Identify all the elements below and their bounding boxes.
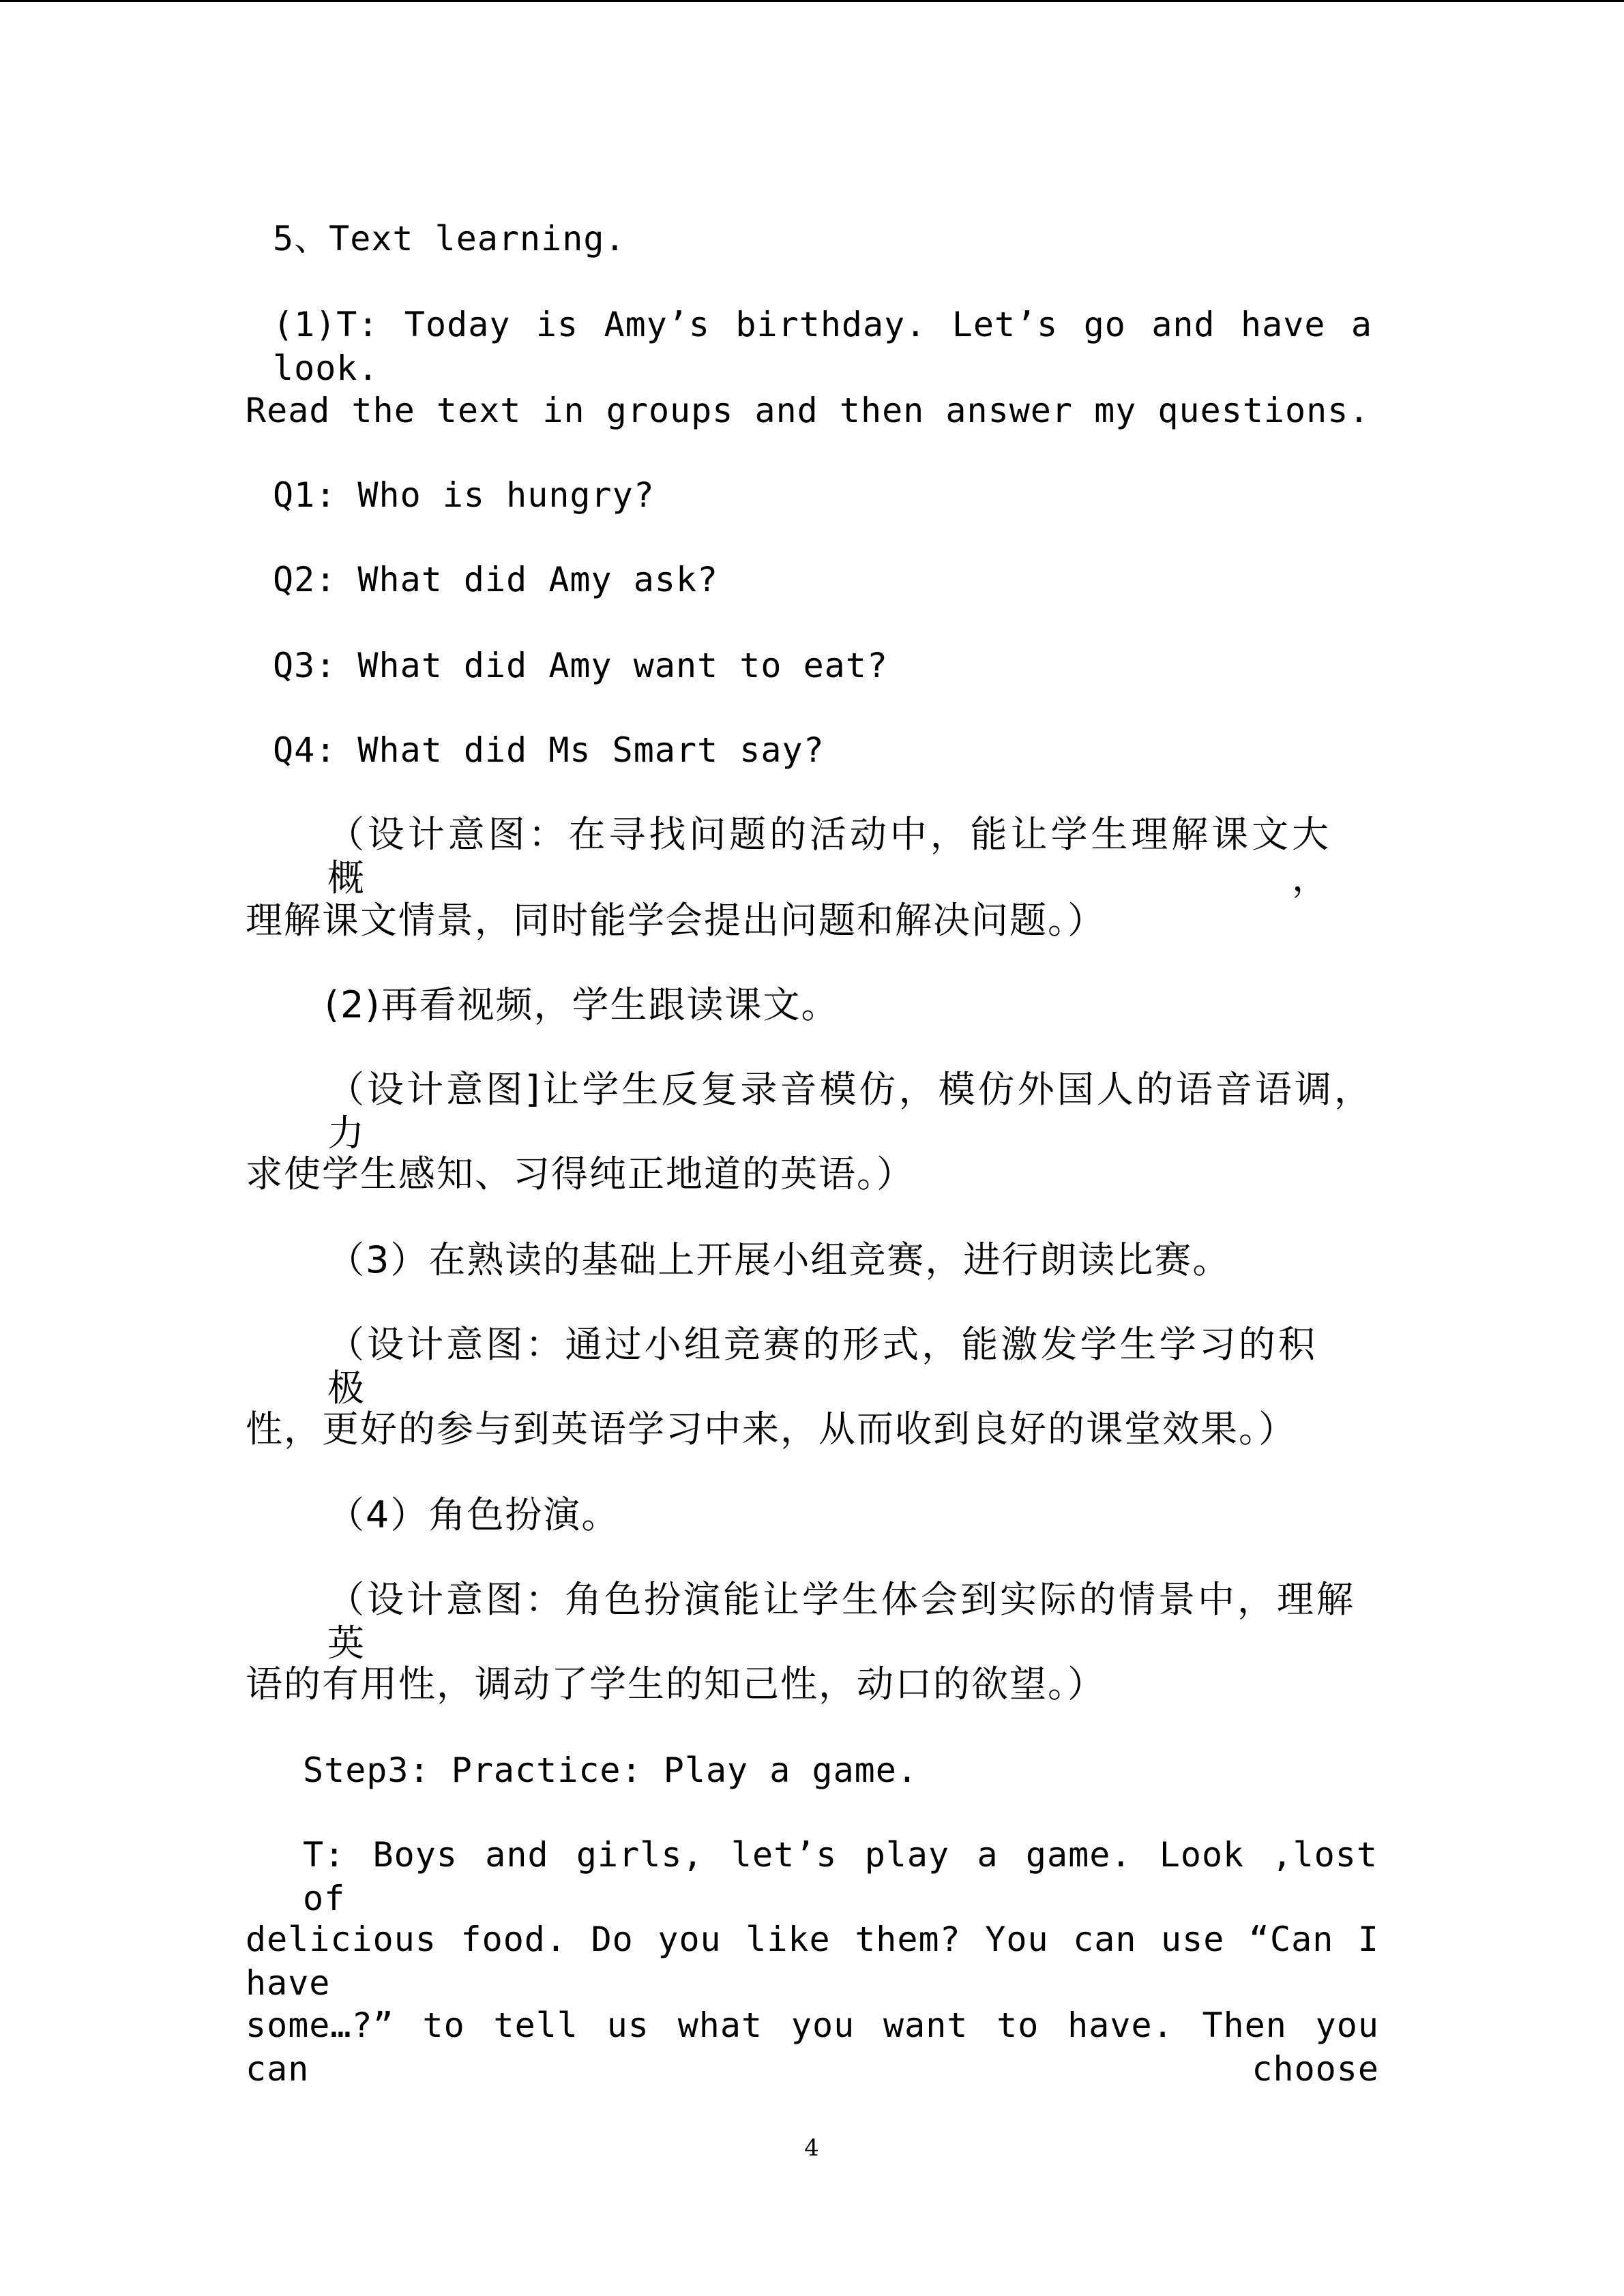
design-intent-3-line-1: （设计意图：通过小组竞赛的形式，能激发学生学习的积极: [327, 1323, 1316, 1410]
step-3-group-competition: （3）在熟读的基础上开展小组竞赛，进行朗读比赛。: [327, 1238, 1231, 1281]
step-2-watch-video: (2)再看视频，学生跟读课文。: [325, 983, 840, 1026]
question-q3: Q3: What did Amy want to eat?: [273, 646, 888, 685]
design-intent-1-line-2: 理解课文情景，同时能学会提出问题和解决问题。）: [246, 899, 1106, 942]
practice-heading: Step3: Practice: Play a game.: [303, 1750, 918, 1790]
design-intent-4-line-1: （设计意图：角色扮演能让学生体会到实际的情景中，理解英: [327, 1578, 1355, 1665]
paragraph-line: Read the text in groups and then answer my questions.: [246, 391, 1370, 430]
page-top-border: [0, 0, 1624, 2]
design-intent-2-line-2: 求使学生感知、习得纯正地道的英语。）: [246, 1152, 915, 1195]
design-intent-1-line-1: （设计意图：在寻找问题的活动中，能让学生理解课文大概，: [327, 813, 1330, 899]
design-intent-3-line-2: 性，更好的参与到英语学习中来，从而收到良好的课堂效果。）: [246, 1407, 1297, 1450]
practice-paragraph-line-2: delicious food. Do you like them? You can use “Can I have: [246, 1920, 1379, 2003]
design-intent-4-line-2: 语的有用性，调动了学生的知己性，动口的欲望。）: [246, 1663, 1106, 1705]
section-heading-text-learning: 5、Text learning.: [273, 219, 626, 258]
question-q1: Q1: Who is hungry?: [273, 475, 655, 515]
question-q4: Q4: What did Ms Smart say?: [273, 730, 825, 770]
paragraph-line: (1)T: Today is Amy’s birthday. Let’s go and have a look.: [273, 305, 1372, 388]
design-intent-2-line-1: （设计意图]让学生反复录音模仿，模仿外国人的语音语调，力: [327, 1068, 1372, 1154]
question-q2: Q2: What did Amy ask?: [273, 560, 719, 599]
step-4-role-play: （4）角色扮演。: [327, 1493, 620, 1536]
practice-paragraph-line-1: T: Boys and girls, let’s play a game. Look ,lost of: [303, 1835, 1378, 1918]
practice-paragraph-line-3: some…?” to tell us what you want to have. Then you can choose: [246, 2006, 1379, 2089]
page-number: 4: [804, 2134, 819, 2162]
